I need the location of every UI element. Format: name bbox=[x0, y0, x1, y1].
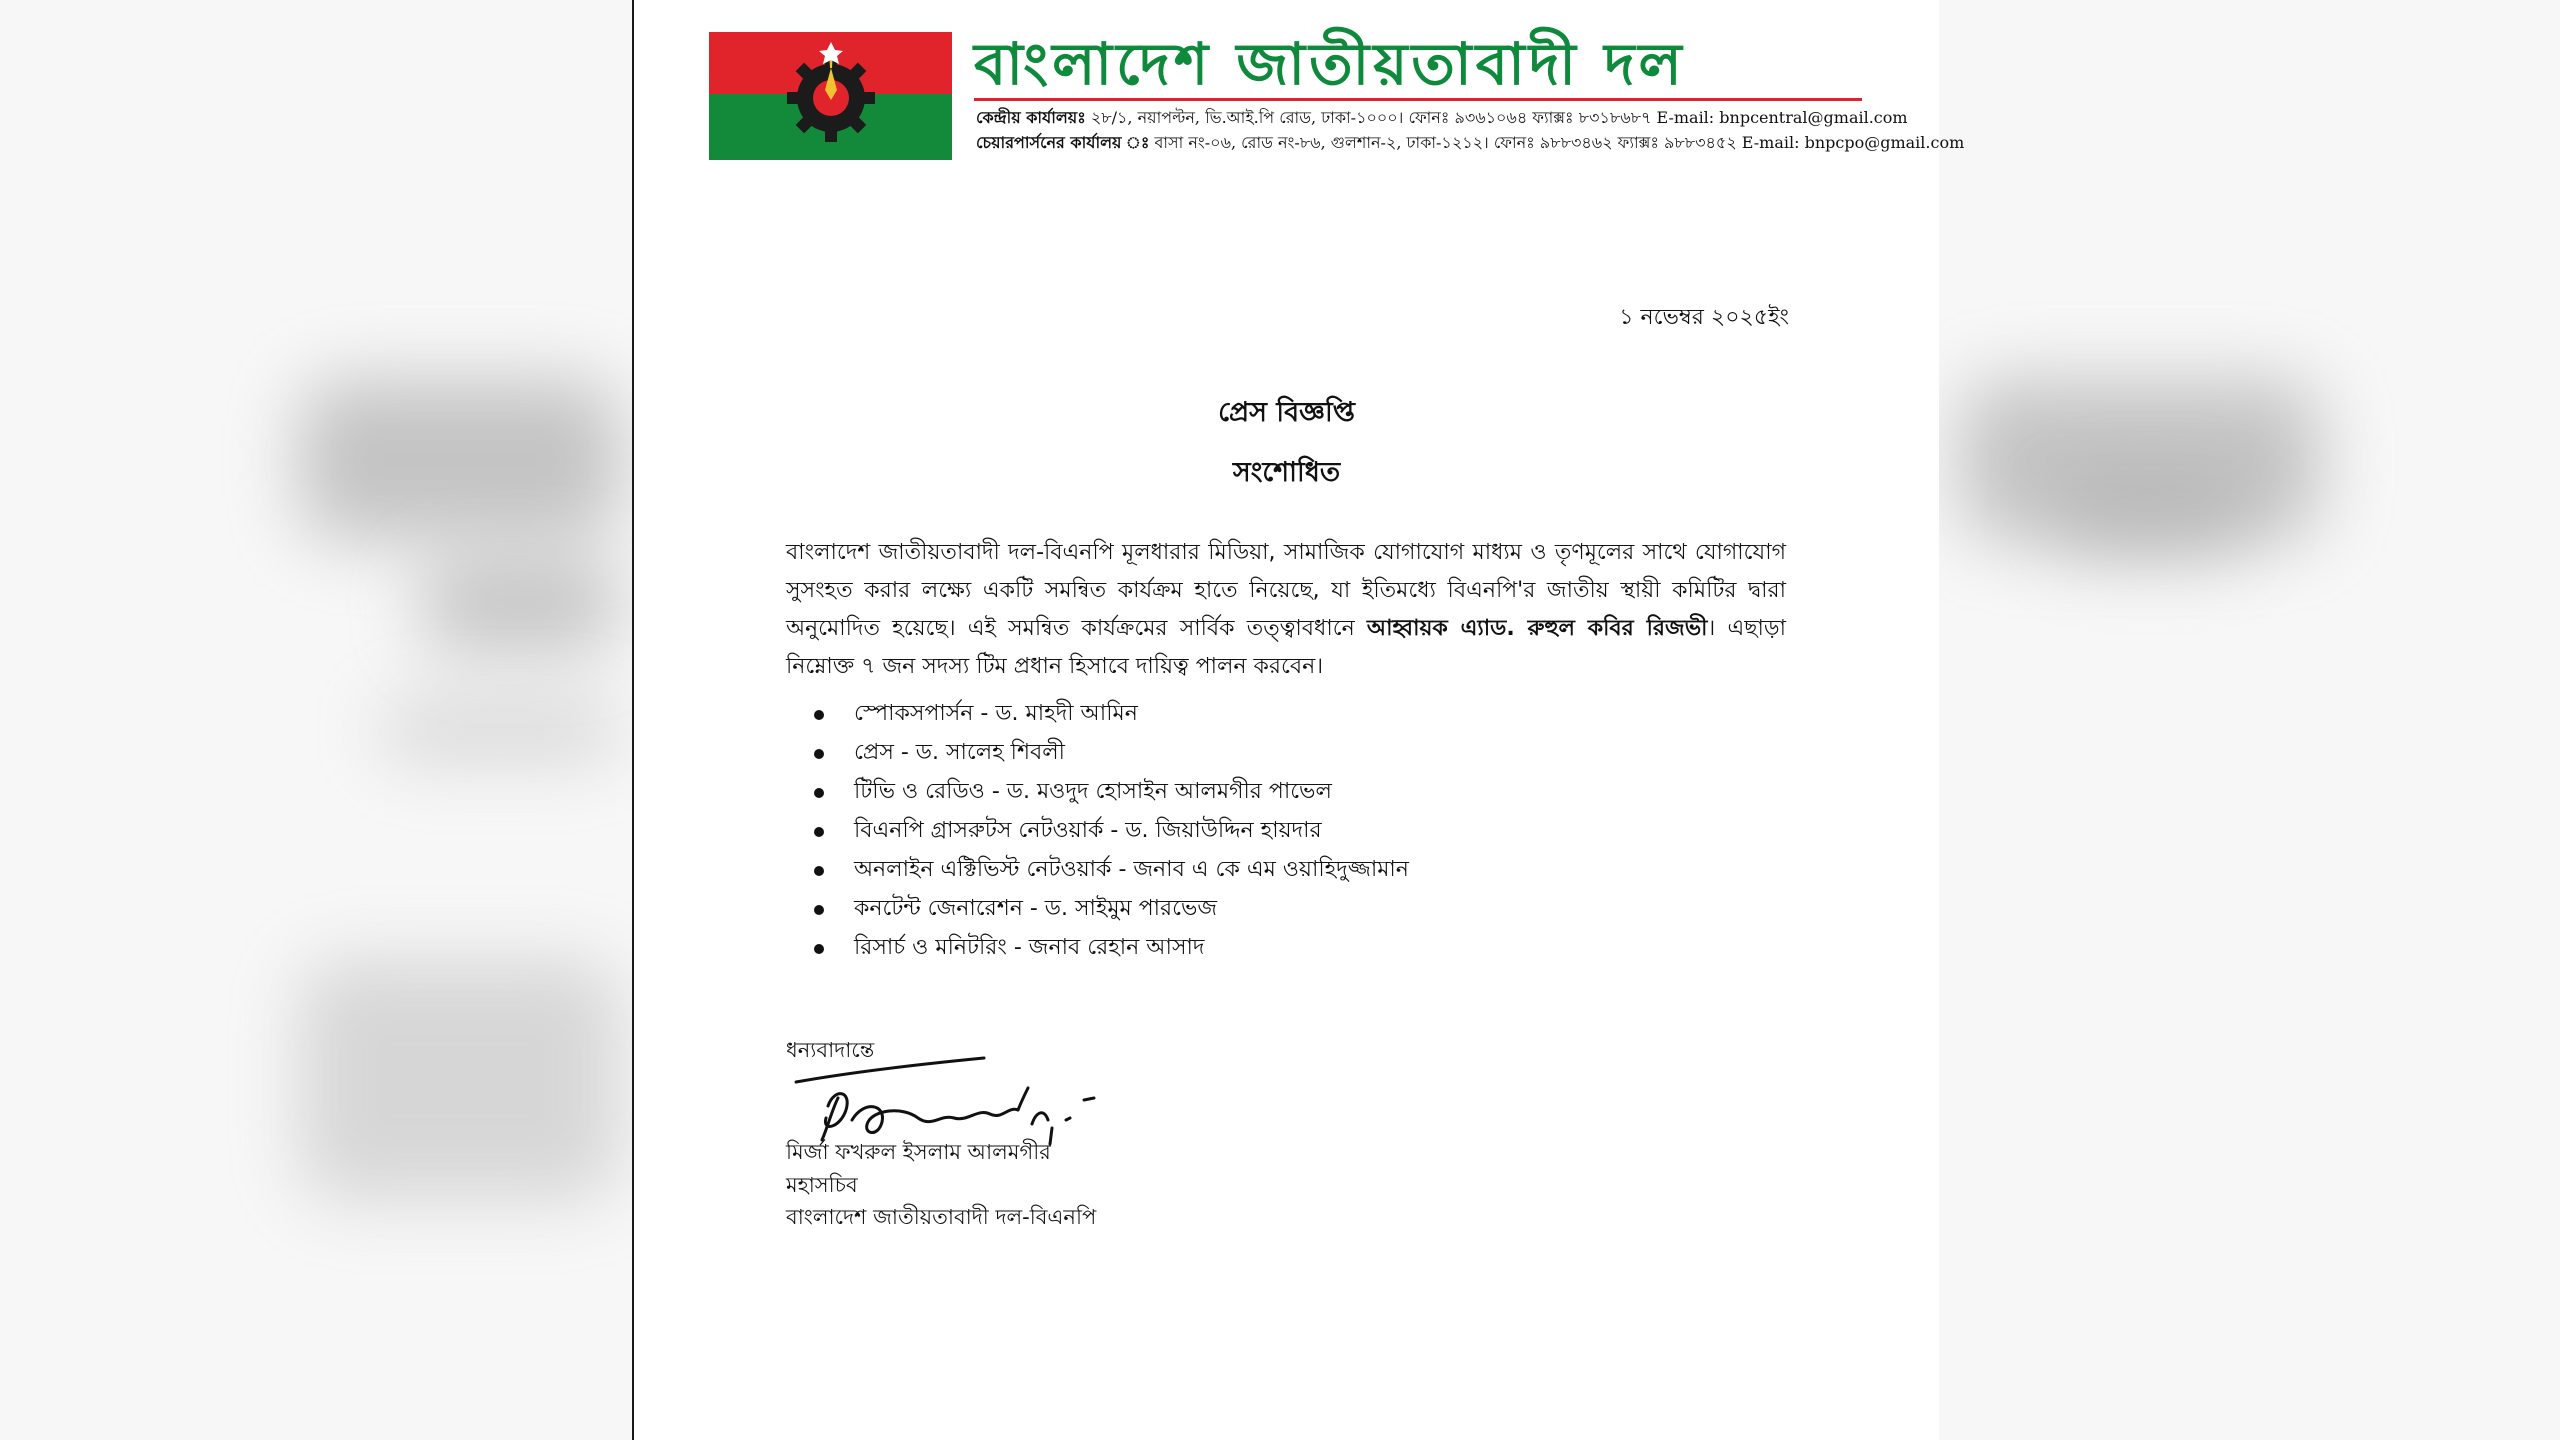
body-text-after: । এছাড়া নিম্নোক্ত ৭ জন সদস্য টিম প্রধান হিসাবে দায়িত্ব পালন করবেন। bbox=[786, 616, 1786, 679]
list-item-text: স্পোকসপার্সন - ড. মাহদী আমিন bbox=[854, 701, 1138, 726]
backdrop-blur bbox=[300, 380, 620, 540]
signatory-organization: বাংলাদেশ জাতীয়তাবাদী দল-বিএনপি bbox=[786, 1205, 1097, 1229]
backdrop-blur bbox=[420, 560, 620, 650]
release-date: ১ নভেম্বর ২০২৫ইং bbox=[1619, 305, 1789, 330]
body-text-before: বাংলাদেশ জাতীয়তাবাদী দল-বিএনপি মূলধারার মিডিয়া, সামাজিক যোগাযোগ মাধ্যম ও তৃণমূলের সাথে যোগাযোগ সুসংহত করার লক্ষ্যে একটি সমন্বিত কার্যক্রম হাতে নিয়েছে, যা ইতিমধ্যে বিএনপি'র জাতীয় স্থায়ী কমিটির দ্বারা অনুমোদিত হয়েছে। এই সমন্বিত কার্যক্রমের সার্বিক তত্ত্বাবধানে bbox=[786, 540, 1786, 641]
document-subtitle: সংশোধিত bbox=[1232, 457, 1341, 488]
bullet-icon bbox=[814, 788, 824, 798]
document-title: প্রেস বিজ্ঞপ্তি bbox=[1218, 397, 1355, 428]
central-office-label: কেন্দ্রীয় কার্যালয়ঃ bbox=[976, 108, 1086, 127]
body-paragraph bbox=[786, 534, 1786, 686]
list-item-text: বিএনপি গ্রাসরুটস নেটওয়ার্ক - ড. জিয়াউদ্দিন হায়দার bbox=[854, 818, 1322, 843]
chairperson-office-text: বাসা নং-০৬, রোড নং-৮৬, গুলশান-২, ঢাকা-১২১২। ফোনঃ ৯৮৮৩৪৬২ ফ্যাক্সঃ ৯৮৮৩৪৫২ E-mail: bnpcpo@gmail.com bbox=[1154, 133, 1965, 152]
body-text-bold: আহ্বায়ক এ্যাড. রুহুল কবির রিজভী bbox=[1366, 616, 1708, 641]
bullet-icon bbox=[814, 944, 824, 954]
list-item-text: রিসার্চ ও মনিটরিং - জনাব রেহান আসাদ bbox=[854, 935, 1205, 960]
header-divider bbox=[974, 98, 1862, 101]
team-list bbox=[814, 694, 1409, 967]
list-item-text: অনলাইন এক্টিভিস্ট নেটওয়ার্ক - জনাব এ কে এম ওয়াহিদুজ্জামান bbox=[854, 857, 1409, 882]
central-office-text: ২৮/১, নয়াপল্টন, ভি.আই.পি রোড, ঢাকা-১০০০। ফোনঃ ৯৩৬১০৬৪ ফ্যাক্সঃ ৮৩১৮৬৮৭ E-mail: bnpcentral@gmail.com bbox=[1090, 108, 1908, 127]
signatory-role: মহাসচিব bbox=[786, 1173, 858, 1197]
bullet-icon bbox=[814, 905, 824, 915]
list-item bbox=[814, 694, 1409, 733]
press-release-page bbox=[632, 0, 1965, 1440]
bullet-icon bbox=[814, 866, 824, 876]
chairperson-office-address bbox=[976, 130, 1965, 157]
list-item bbox=[814, 850, 1409, 889]
central-office-address bbox=[976, 105, 1908, 132]
party-name-header: বাংলাদেশ জাতীয়তাবাদী দল bbox=[974, 30, 1686, 98]
bullet-icon bbox=[814, 710, 824, 720]
list-item-text: টিভি ও রেডিও - ড. মওদুদ হোসাইন আলমগীর পাভেল bbox=[854, 779, 1332, 804]
list-item bbox=[814, 928, 1409, 967]
gear-emblem-icon bbox=[783, 40, 879, 140]
list-item bbox=[814, 772, 1409, 811]
list-item bbox=[814, 889, 1409, 928]
list-item bbox=[814, 733, 1409, 772]
list-item bbox=[814, 811, 1409, 850]
backdrop-blur bbox=[380, 700, 620, 760]
bullet-icon bbox=[814, 827, 824, 837]
backdrop-blur bbox=[2050, 480, 2250, 560]
bullet-icon bbox=[814, 749, 824, 759]
list-item-text: প্রেস - ড. সালেহ শিবলী bbox=[854, 740, 1065, 765]
backdrop-blur bbox=[300, 960, 620, 1200]
list-item-text: কনটেন্ট জেনারেশন - ড. সাইমুম পারভেজ bbox=[854, 896, 1218, 921]
party-flag-logo bbox=[709, 32, 952, 160]
closing-thanks: ধন্যবাদান্তে bbox=[786, 1038, 875, 1062]
signatory-name: মির্জা ফখরুল ইসলাম আলমগীর bbox=[786, 1140, 1051, 1164]
chairperson-office-label: চেয়ারপার্সনের কার্যালয় ঃ bbox=[976, 133, 1150, 152]
